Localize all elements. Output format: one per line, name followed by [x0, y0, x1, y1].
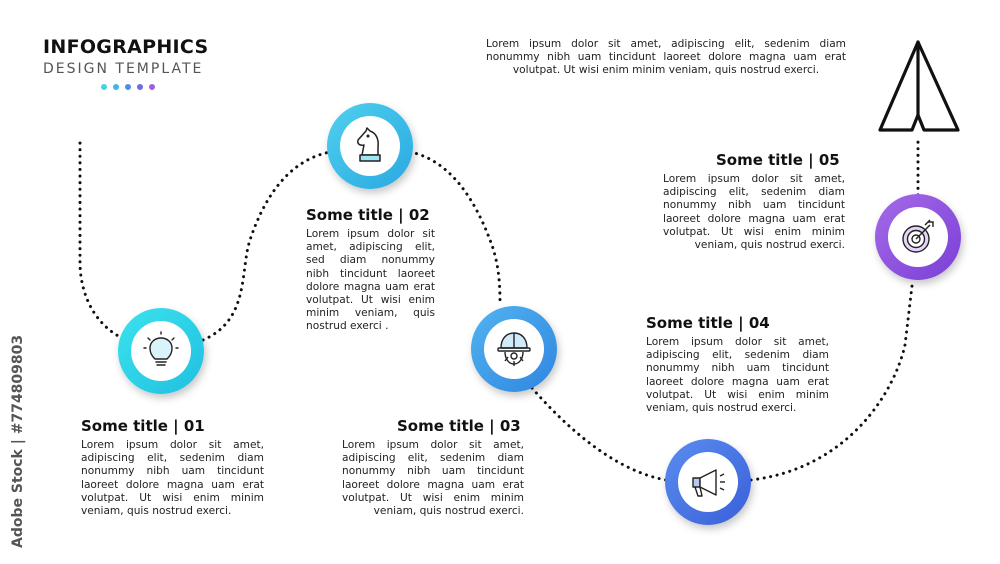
paper-plane-icon — [880, 42, 958, 130]
brand-dot — [101, 84, 107, 90]
step-4-text: Lorem ipsum dolor sit amet, adipiscing elit, sedenim diam nonummy nibh uam tincidunt laoreet dolore magna uam erat volutpat. Ut wisi enim minim veniam, quis nostrud exerci. — [646, 336, 829, 415]
step-1-text: Lorem ipsum dolor sit amet, adipiscing elit, sedenim diam nonummy nibh uam tincidunt laoreet dolore magna uam erat volutpat. Ut wisi enim minim veniam, quis nostrud exerci. — [81, 439, 264, 518]
step-2-title: Some title | 02 — [306, 206, 430, 224]
step-3-title: Some title | 03 — [397, 417, 521, 435]
brand-dot — [113, 84, 119, 90]
brand-dots — [101, 84, 209, 90]
step-5-node — [875, 194, 961, 280]
step-4-title: Some title | 04 — [646, 314, 770, 332]
brand-title: INFOGRAPHICS — [43, 36, 209, 58]
intro-text: Lorem ipsum dolor sit amet, adipiscing elit, sedenim diam nonummy nibh uam tincidunt laoreet dolore magna uam erat volutpat. Ut wisi enim minim veniam, quis nostrud exerci. — [486, 38, 846, 77]
step-5-title: Some title | 05 — [716, 151, 840, 169]
step-3-text: Lorem ipsum dolor sit amet, adipiscing elit, sedenim diam nonummy nibh uam tincidunt laoreet dolore magna uam erat volutpat. Ut wisi enim minim veniam, quis nostrud exerci. — [342, 439, 524, 518]
step-4-node — [665, 439, 751, 525]
stock-watermark: Adobe Stock | #774809803 — [10, 334, 26, 548]
step-3-node — [471, 306, 557, 392]
step-2-text: Lorem ipsum dolor sit amet, adipiscing elit, sed diam nonummy nibh tincidunt laoreet dolore magna uam erat volutpat. Ut wisi enim minim veniam, quis nostrud exerci . — [306, 228, 435, 333]
step-5-text: Lorem ipsum dolor sit amet, adipiscing elit, sedenim diam nonummy nibh uam tincidunt laoreet dolore magna uam erat volutpat. Ut wisi enim minim veniam, quis nostrud exerci. — [663, 173, 845, 252]
step-2-node — [327, 103, 413, 189]
step-1-title: Some title | 01 — [81, 417, 205, 435]
brand-dot — [149, 84, 155, 90]
step-1-node — [118, 308, 204, 394]
brand-subtitle: DESIGN TEMPLATE — [43, 61, 204, 77]
brand-dot — [137, 84, 143, 90]
brand-header — [43, 36, 209, 90]
brand-dot — [125, 84, 131, 90]
